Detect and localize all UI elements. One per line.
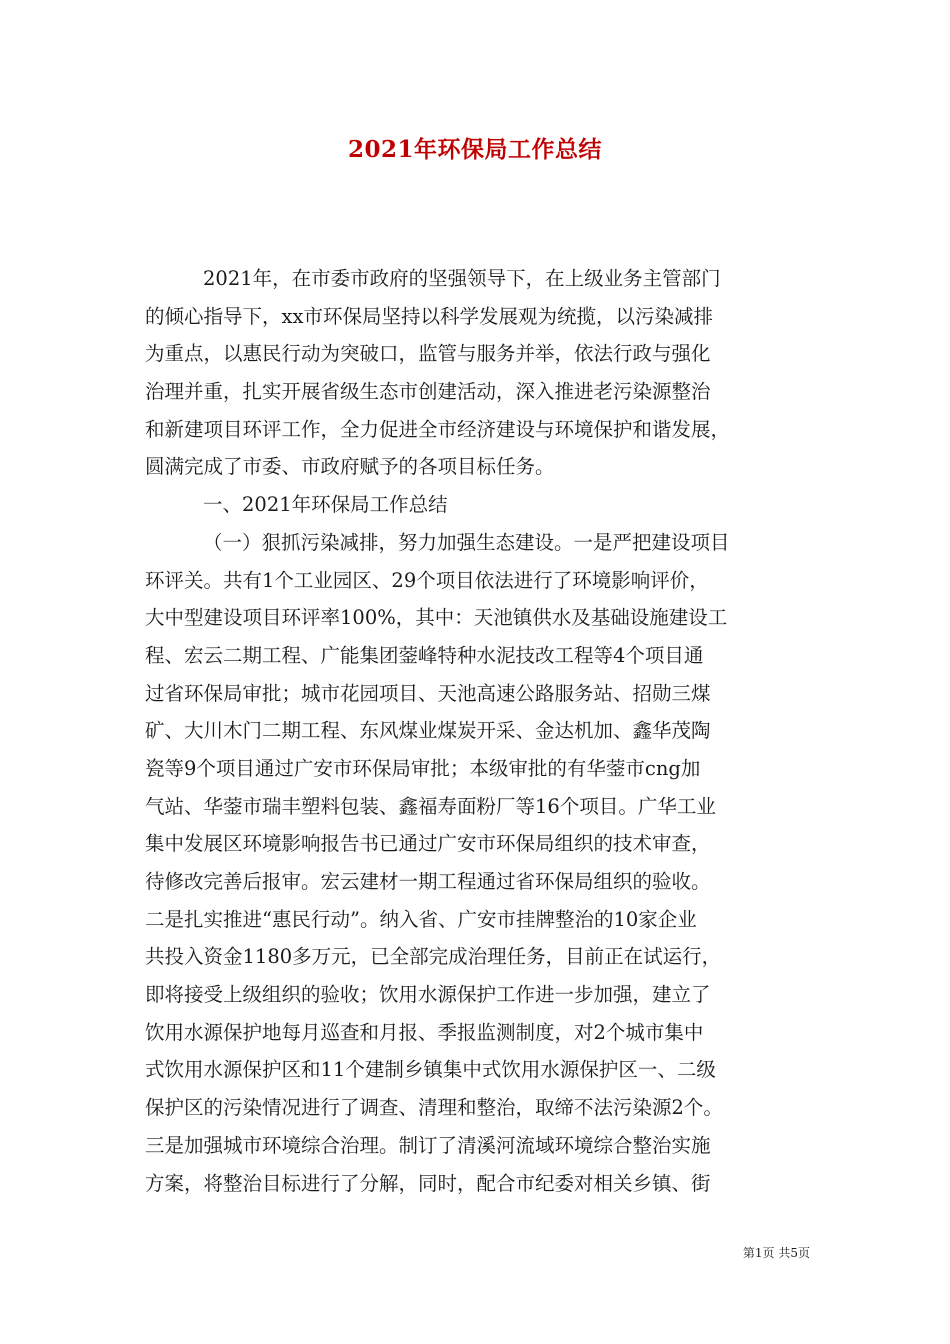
paragraph-line: 即将接受上级组织的验收；饮用水源保护工作进一步加强，建立了 [145, 983, 711, 1007]
paragraph-line: 2021年，在市委市政府的坚强领导下，在上级业务主管部门 [203, 267, 721, 290]
page-number-footer: 第1页 共5页 [742, 1246, 810, 1260]
paragraph-line: 方案，将整治目标进行了分解，同时，配合市纪委对相关乡镇、街 [145, 1171, 711, 1195]
paragraph-line: 过省环保局审批；城市花园项目、天池高速公路服务站、招勋三煤 [145, 681, 711, 705]
paragraph-line: 集中发展区环境影响报告书已通过广安市环保局组织的技术审查， [145, 832, 711, 856]
document-body [145, 260, 810, 1202]
paragraph-line: 程、宏云二期工程、广能集团蓥峰特种水泥技改工程等4个项目通 [145, 643, 704, 667]
paragraph-line: 保护区的污染情况进行了调查、清理和整治，取缔不法污染源2个。 [145, 1096, 723, 1120]
paragraph-line: 为重点，以惠民行动为突破口，监管与服务并举，依法行政与强化 [145, 342, 711, 366]
section-heading: 一、2021年环保局工作总结 [203, 493, 448, 517]
paragraph-line: 矿、大川木门二期工程、东风煤业煤炭开采、金达机加、鑫华茂陶 [145, 719, 711, 743]
paragraph-line: 瓷等9个项目通过广安市环保局审批；本级审批的有华蓥市cng加 [145, 756, 701, 780]
paragraph-line: 饮用水源保护地每月巡查和月报、季报监测制度，对2个城市集中 [145, 1020, 704, 1044]
paragraph-line: 待修改完善后报审。宏云建材一期工程通过省环保局组织的验收。 [145, 870, 711, 893]
paragraph-line: 环评关。共有1个工业园区、29个项目依法进行了环境影响评价， [145, 568, 709, 592]
document-title: 2021年环保局工作总结 [347, 136, 602, 163]
paragraph-line: 大中型建设项目环评率100%，其中：天池镇供水及基础设施建设工 [145, 606, 728, 630]
paragraph-line: 和新建项目环评工作，全力促进全市经济建设与环境保护和谐发展， [145, 417, 731, 441]
paragraph-line: 二是扎实推进“惠民行动”。纳入省、广安市挂牌整治的10家企业 [145, 907, 697, 931]
paragraph-line: 气站、华蓥市瑞丰塑料包装、鑫福寿面粉厂等16个项目。广华工业 [145, 794, 716, 818]
paragraph-line: 共投入资金1180多万元，已全部完成治理任务，目前正在试运行， [145, 945, 722, 969]
paragraph-line: 圆满完成了市委、市政府赋予的各项目标任务。 [145, 455, 555, 479]
paragraph-line: 三是加强城市环境综合治理。制订了清溪河流域环境综合整治实施 [145, 1133, 711, 1157]
paragraph-line: 式饮用水源保护区和11个建制乡镇集中式饮用水源保护区一、二级 [145, 1058, 716, 1082]
paragraph-line: 治理并重，扎实开展省级生态市创建活动，深入推进老污染源整治 [145, 380, 711, 404]
paragraph-line: 的倾心指导下，xx市环保局坚持以科学发展观为统揽，以污染减排 [145, 304, 713, 328]
paragraph-line: （一）狠抓污染减排，努力加强生态建设。一是严把建设项目 [203, 530, 730, 554]
